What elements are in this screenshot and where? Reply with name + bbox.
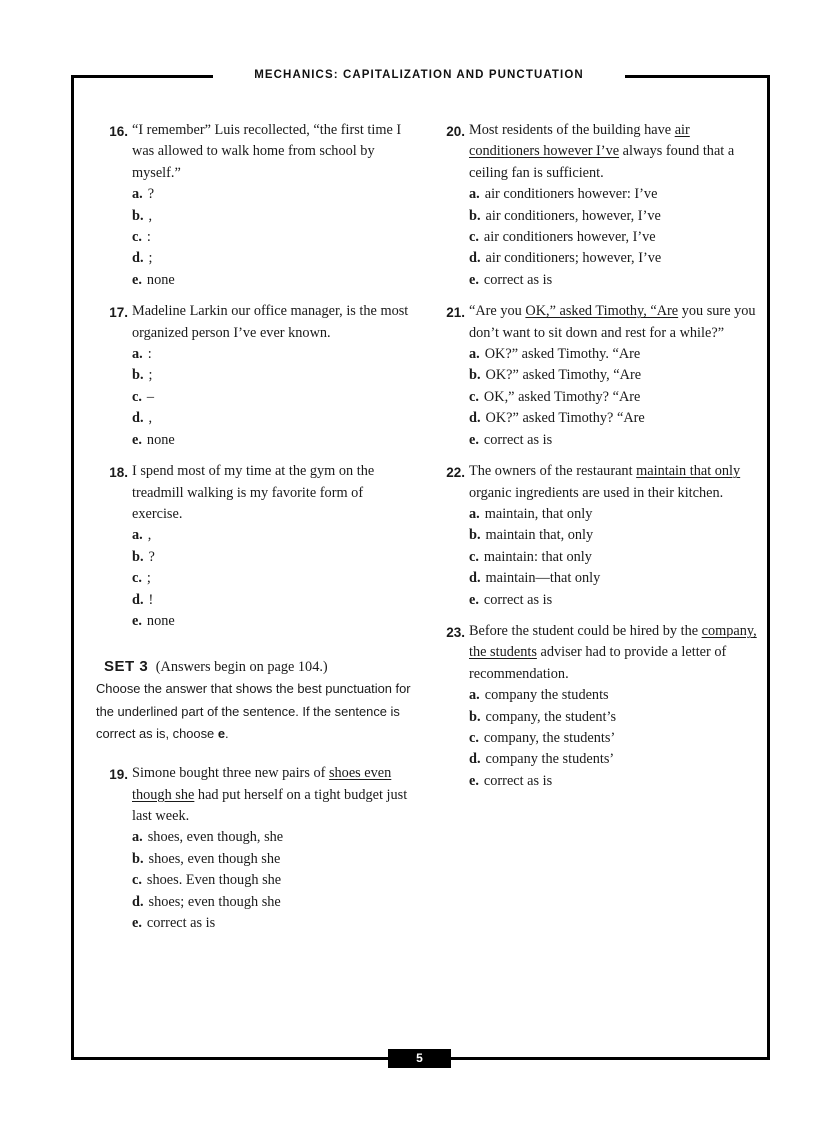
answer-option-c[interactable]: c. shoes. Even though she (132, 872, 282, 889)
answer-option-c[interactable]: c. maintain: that only (469, 548, 592, 565)
frame-top-right-rule (625, 75, 770, 78)
answer-option-c[interactable]: c. air conditioners however, I’ve (469, 229, 656, 246)
question-stem: “I remember” Luis recollected, “the first time I was allowed to walk home from school by myself.” (132, 122, 402, 181)
question-number: 18. (109, 465, 128, 481)
answer-option-b[interactable]: b. company, the student’s (469, 708, 617, 725)
set-title: SET 3 (104, 658, 149, 676)
question-23 (441, 621, 761, 792)
answer-option-a[interactable]: a. air conditioners however: I’ve (469, 186, 658, 203)
answer-option-c[interactable]: c. OK,” asked Timothy? “Are (469, 388, 641, 405)
question-stem: “Are you OK,” asked Timothy, “Are you sure you don’t want to sit down and rest for a while?” (469, 303, 756, 341)
answers-note: (Answers begin on page 104.) (155, 659, 328, 676)
answer-option-b[interactable]: b. maintain that, only (469, 527, 594, 544)
answer-option-e[interactable]: e. correct as is (469, 271, 553, 288)
answer-option-e[interactable]: e. correct as is (469, 772, 553, 789)
answer-option-e[interactable]: e. none (132, 612, 175, 629)
right-column (441, 120, 761, 802)
question-number: 20. (446, 124, 465, 139)
underlined-text: company, the students (469, 622, 757, 661)
answer-option-a[interactable]: a. shoes, even though, she (132, 829, 284, 846)
answer-options (469, 504, 761, 611)
answer-option-a[interactable]: a. ? (132, 186, 155, 203)
answer-option-e[interactable]: e. none (132, 431, 175, 448)
answer-option-b[interactable]: b. ; (132, 367, 153, 384)
question-stem: Before the student could be hired by the company, the students adviser had to provide a letter of recommendation. (469, 622, 757, 682)
question-20 (441, 120, 761, 291)
question-number: 23. (446, 624, 465, 640)
question-17 (104, 301, 414, 451)
answer-option-e[interactable]: e. correct as is (469, 431, 553, 448)
question-stem: Most residents of the building have air conditioners however I’ve always found that a ceiling fan is sufficient. (469, 122, 735, 181)
question-number: 16. (109, 124, 128, 139)
answer-option-a[interactable]: a. OK?” asked Timothy. “Are (469, 346, 641, 363)
question-21 (441, 301, 761, 451)
question-stem: I spend most of my time at the gym on the treadmill walking is my favorite form of exercise. (132, 463, 375, 522)
answer-option-c[interactable]: c. company, the students’ (469, 729, 616, 746)
answer-options (132, 827, 414, 934)
answer-options (469, 184, 761, 291)
answer-option-e[interactable]: e. correct as is (469, 591, 553, 608)
answer-option-a[interactable]: a. company the students (469, 687, 609, 704)
running-head: MECHANICS: CAPITALIZATION AND PUNCTUATION (254, 69, 584, 81)
answer-option-c[interactable]: c. ; (132, 570, 151, 587)
answer-options (132, 525, 414, 632)
answer-option-d[interactable]: d. ! (132, 591, 154, 608)
choice-letter: e (217, 725, 225, 741)
answer-option-d[interactable]: d. company the students’ (469, 751, 615, 768)
answer-option-d[interactable]: d. ; (132, 250, 153, 267)
question-22 (441, 461, 761, 611)
answer-option-b[interactable]: b. ? (132, 548, 155, 565)
answer-option-d[interactable]: d. OK?” asked Timothy? “Are (469, 410, 645, 427)
answer-option-b[interactable]: b. air conditioners, however, I’ve (469, 207, 661, 224)
question-number: 21. (446, 305, 465, 321)
question-number: 19. (109, 767, 128, 783)
answer-option-c[interactable]: c. : (132, 229, 151, 246)
underlined-text: maintain that only (636, 463, 741, 480)
answer-options (132, 184, 414, 291)
frame-top-left-rule (71, 75, 213, 78)
question-number: 17. (109, 305, 128, 321)
page-number: 5 (388, 1049, 451, 1068)
answer-option-a[interactable]: a. maintain, that only (469, 505, 593, 522)
set-heading (104, 656, 414, 678)
answer-option-b[interactable]: b. , (132, 207, 153, 224)
answer-option-e[interactable]: e. none (132, 271, 175, 288)
left-column (96, 120, 414, 944)
question-stem: Madeline Larkin our office manager, is the most organized person I’ve ever known. (132, 303, 409, 341)
answer-options (132, 344, 414, 451)
answer-option-b[interactable]: b. shoes, even though she (132, 850, 281, 867)
answer-options (469, 685, 761, 792)
underlined-text: air conditioners however I’ve (469, 122, 690, 160)
answer-option-d[interactable]: d. air conditioners; however, I’ve (469, 250, 662, 267)
question-number: 22. (446, 465, 465, 481)
frame-right-rule (767, 75, 770, 1060)
underlined-text: OK,” asked Timothy, “Are (525, 303, 679, 320)
answer-option-d[interactable]: d. , (132, 410, 153, 427)
question-16 (104, 120, 414, 291)
answer-option-e[interactable]: e. correct as is (132, 915, 216, 932)
question-stem: Simone bought three new pairs of shoes even though she had put herself on a tight budget just last week. (132, 765, 408, 825)
answer-option-d[interactable]: d. maintain—that only (469, 570, 601, 587)
answer-option-c[interactable]: c. – (132, 388, 155, 405)
answer-options (469, 344, 761, 451)
set-3-intro (96, 656, 414, 745)
set-instructions: Choose the answer that shows the best punctuation for the underlined part of the sentence. If the sentence is correct as is, choose e. (96, 681, 411, 741)
frame-left-rule (71, 75, 74, 1060)
question-stem: The owners of the restaurant maintain that only organic ingredients are used in their kitchen. (469, 463, 741, 501)
answer-option-b[interactable]: b. OK?” asked Timothy, “Are (469, 367, 642, 384)
answer-option-a[interactable]: a. : (132, 346, 152, 363)
answer-option-a[interactable]: a. , (132, 527, 152, 544)
question-18 (104, 461, 414, 632)
underlined-text: shoes even though she (132, 765, 392, 803)
question-19 (104, 763, 414, 934)
answer-option-d[interactable]: d. shoes; even though she (132, 893, 281, 910)
